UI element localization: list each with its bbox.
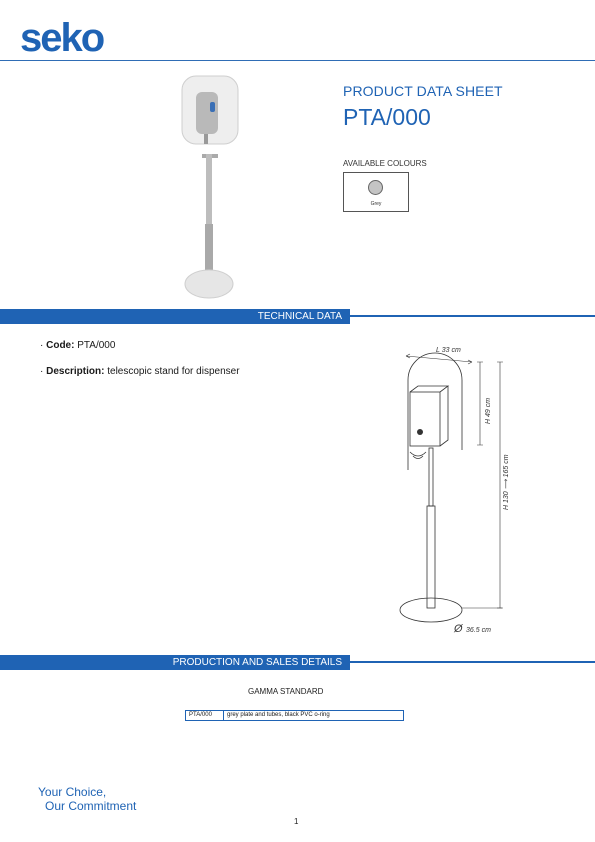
production-rule (350, 661, 595, 663)
spec-code-label: Code: (46, 340, 75, 351)
sheet-kicker: PRODUCT DATA SHEET (343, 83, 503, 99)
logo-text: seko (20, 18, 104, 58)
dimension-diagram (380, 340, 530, 640)
product-code-title: PTA/000 (343, 104, 431, 130)
technical-data-rule (350, 315, 595, 317)
slogan (38, 785, 136, 813)
spec-code-value: PTA/000 (77, 340, 116, 351)
dim-diameter: 36.5 cm (466, 627, 491, 634)
page-number: 1 (294, 817, 299, 826)
row-code: PTA/000 (186, 711, 224, 720)
header-rule (0, 60, 595, 61)
gamma-label: GAMMA STANDARD (248, 687, 324, 696)
seko-logo (20, 18, 152, 58)
dim-length: L 33 cm (436, 347, 461, 354)
production-heading: PRODUCTION AND SALES DETAILS (172, 657, 342, 668)
spec-code: · Code: PTA/000 (40, 340, 116, 351)
slogan-line-2: Our Commitment (45, 799, 137, 813)
spec-desc-value: telescopic stand for dispenser (107, 366, 240, 377)
production-bar (0, 655, 350, 670)
swatch-label: Grey (370, 201, 382, 207)
available-colours-label: AVAILABLE COLOURS (343, 159, 427, 168)
diameter-symbol: Ø (454, 623, 463, 635)
grey-swatch (368, 180, 383, 195)
technical-data-bar (0, 309, 350, 324)
dim-height-top: H 49 cm (485, 397, 492, 424)
product-photo (178, 74, 242, 300)
row-description: grey plate and tubes, black PVC o-ring (227, 712, 330, 718)
spec-desc-label: Description: (46, 366, 105, 377)
colour-swatch-box (343, 172, 409, 212)
spec-description: · Description: telescopic stand for dispenser (40, 366, 240, 377)
slogan-line-1: Your Choice, (38, 785, 107, 799)
technical-data-heading: TECHNICAL DATA (257, 311, 342, 322)
dim-height-range: H 130 ⟶ 165 cm (503, 454, 510, 510)
product-table-row (185, 710, 404, 721)
